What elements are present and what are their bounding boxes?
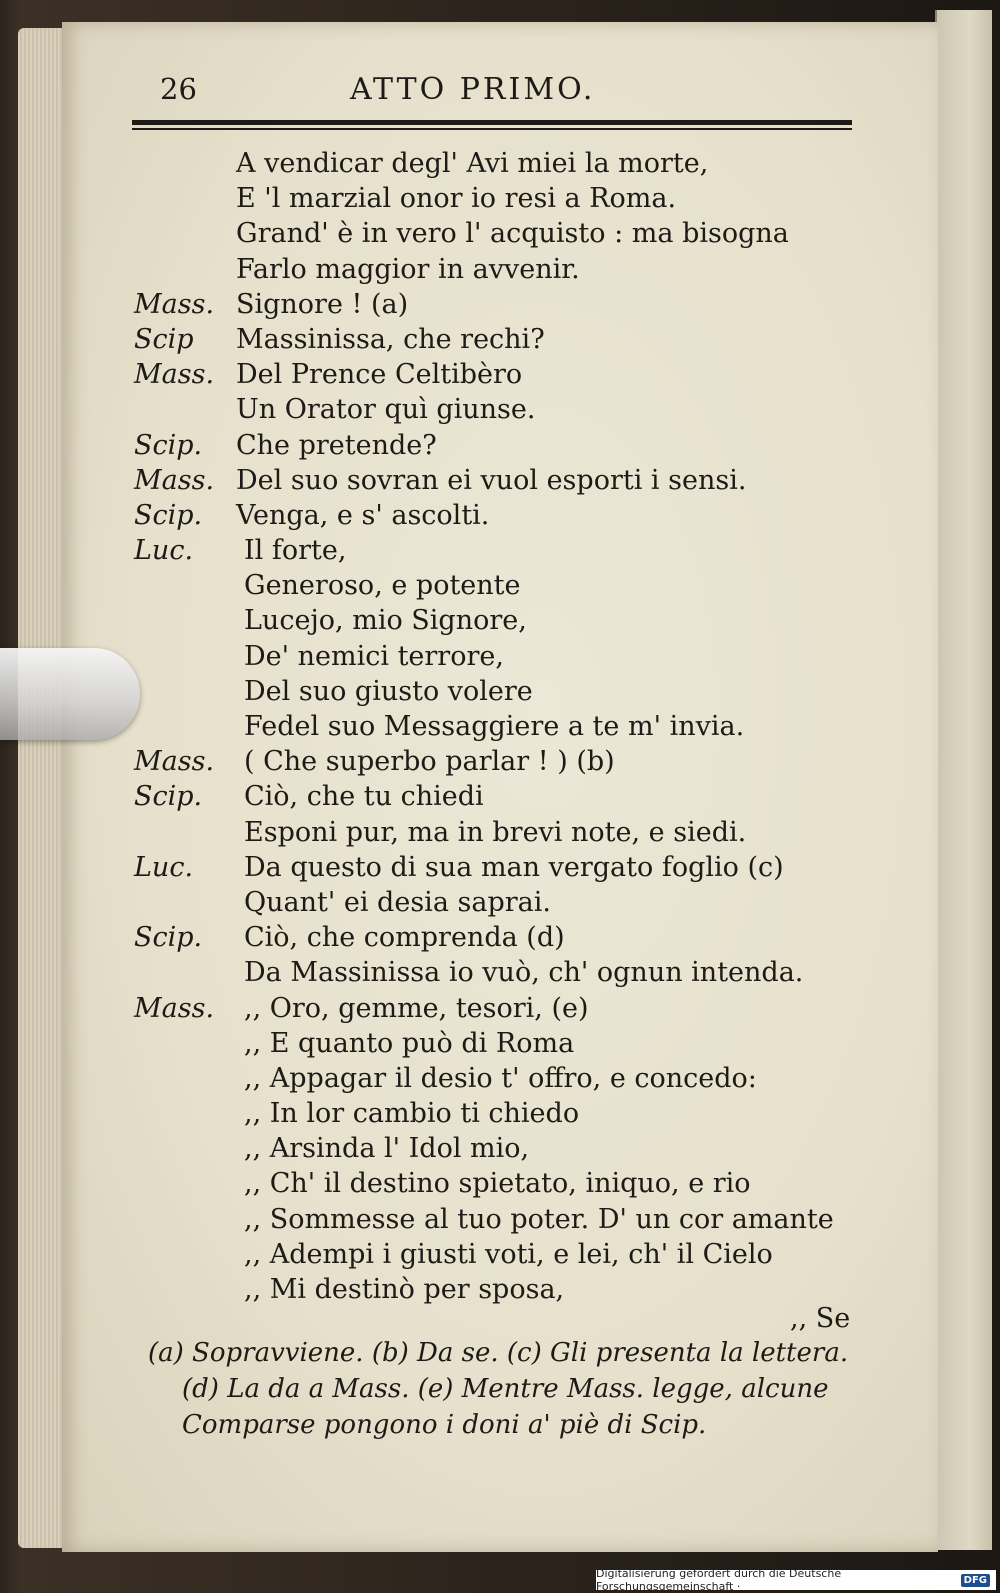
verse-line (130, 218, 910, 253)
verse-text: ,, Mi destinò per sposa, (244, 1274, 565, 1305)
facing-page-edge (935, 10, 992, 1550)
thumb-holder (0, 648, 140, 740)
verse-line (130, 852, 910, 887)
verse-text: E 'l marzial onor io resi a Roma. (236, 183, 677, 215)
verse-text: A vendicar degl' Avi miei la morte, (236, 148, 709, 179)
verse-text: Massinissa, che rechi? (236, 323, 545, 355)
speaker-label: Scip. (134, 499, 203, 531)
verse-text: Ciò, che tu chiedi (244, 781, 484, 813)
verse-line (130, 711, 910, 746)
verse-text: Signore ! (a) (236, 288, 409, 320)
verse-text: Grand' è in vero l' acquisto : ma bisogna (236, 218, 789, 250)
verse-line (130, 183, 910, 218)
verse-text: Del Prence Celtibèro (236, 359, 523, 391)
verse-text: ,, Arsinda l' Idol mio, (244, 1133, 530, 1165)
dialogue-block (130, 148, 910, 1309)
speaker-label: Scip. (134, 922, 203, 954)
verse-text: ,, Adempi i giusti voti, e lei, ch' il Cielo (244, 1238, 773, 1270)
catchword: ,, Se (790, 1303, 851, 1334)
verse-text: ,, In lor cambio ti chiedo (244, 1098, 580, 1130)
verse-text: Ciò, che comprenda (d) (244, 922, 565, 954)
verse-line (130, 1098, 910, 1133)
dfg-logo-icon: DFG (961, 1574, 990, 1587)
verse-text: Del suo giusto volere (244, 675, 533, 707)
verse-text: Del suo sovran ei vuol esporti i sensi. (236, 464, 747, 496)
verse-text: ,, Sommesse al tuo poter. D' un cor amante (244, 1203, 834, 1235)
verse-line (130, 324, 910, 359)
verse-line (130, 148, 910, 183)
verse-text: Esponi pur, ma in brevi note, e siedi. (244, 816, 747, 848)
verse-text: Da Massinissa io vuò, ch' ognun intenda. (244, 957, 804, 989)
speaker-label: Mass. (134, 288, 215, 320)
verse-line (130, 359, 910, 394)
verse-line (130, 570, 910, 605)
verse-line (130, 922, 910, 957)
digitization-credit-bar (596, 1567, 996, 1593)
page-header (160, 70, 860, 114)
footnote-line-1: (a) Sopravviene. (b) Da se. (c) Gli presenta la lettera. (148, 1338, 849, 1368)
speaker-label: Mass. (134, 992, 215, 1024)
speaker-label: Mass. (134, 359, 215, 391)
verse-line (130, 746, 910, 781)
verse-line (130, 676, 910, 711)
footnote-line-2: (d) La da a Mass. (e) Mentre Mass. legge, alcune (182, 1374, 829, 1404)
verse-text: ( Che superbo parlar ! ) (b) (244, 746, 615, 778)
verse-text: ,, Ch' il destino spietato, iniquo, e rio (244, 1168, 751, 1200)
verse-line (130, 1239, 910, 1274)
footnote-line-3: Comparse pongono i doni a' piè di Scip. (182, 1410, 707, 1440)
speaker-label: Scip. (134, 781, 203, 813)
speaker-label: Luc. (134, 851, 194, 883)
verse-line (130, 887, 910, 922)
verse-text: Venga, e s' ascolti. (236, 499, 490, 531)
running-title: ATTO PRIMO. (350, 72, 596, 107)
verse-text: Un Orator quì giunse. (236, 394, 536, 426)
verse-line (130, 500, 910, 535)
verse-text: De' nemici terrore, (244, 640, 504, 672)
header-rule-thick (132, 120, 852, 125)
verse-line (130, 289, 910, 324)
verse-line (130, 641, 910, 676)
verse-text: ,, Oro, gemme, tesori, (e) (244, 992, 589, 1024)
verse-line (130, 1204, 910, 1239)
verse-line (130, 993, 910, 1028)
verse-line (130, 781, 910, 816)
verse-line (130, 465, 910, 500)
verse-line (130, 1063, 910, 1098)
verse-line (130, 254, 910, 289)
speaker-label: Mass. (134, 746, 215, 778)
verse-text: Il forte, (244, 535, 347, 567)
speaker-label: Scip (134, 323, 194, 355)
verse-text: ,, Appagar il desio t' offro, e concedo: (244, 1062, 757, 1094)
verse-line (130, 1028, 910, 1063)
verse-text: Generoso, e potente (244, 570, 521, 602)
page-number: 26 (160, 72, 197, 106)
header-rule-thin (132, 128, 852, 130)
verse-line (130, 394, 910, 429)
verse-text: Che pretende? (236, 429, 437, 461)
verse-line (130, 817, 910, 852)
verse-text: Fedel suo Messaggiere a te m' invia. (244, 711, 745, 742)
verse-text: Farlo maggior in avvenir. (236, 253, 580, 285)
verse-text: ,, E quanto può di Roma (244, 1027, 575, 1059)
verse-text: Lucejo, mio Signore, (244, 605, 527, 637)
speaker-label: Luc. (134, 535, 194, 567)
verse-text: Da questo di sua man vergato foglio (c) (244, 851, 784, 883)
verse-text: Quant' ei desia saprai. (244, 886, 551, 918)
speaker-label: Mass. (134, 464, 215, 496)
verse-line (130, 605, 910, 640)
verse-line (130, 957, 910, 992)
verse-line (130, 1168, 910, 1203)
speaker-label: Scip. (134, 429, 203, 461)
verse-line (130, 1133, 910, 1168)
verse-line (130, 430, 910, 465)
verse-line (130, 535, 910, 570)
digitization-credit: Digitalisierung gefördert durch die Deutsche Forschungsgemeinschaft · (596, 1567, 842, 1593)
